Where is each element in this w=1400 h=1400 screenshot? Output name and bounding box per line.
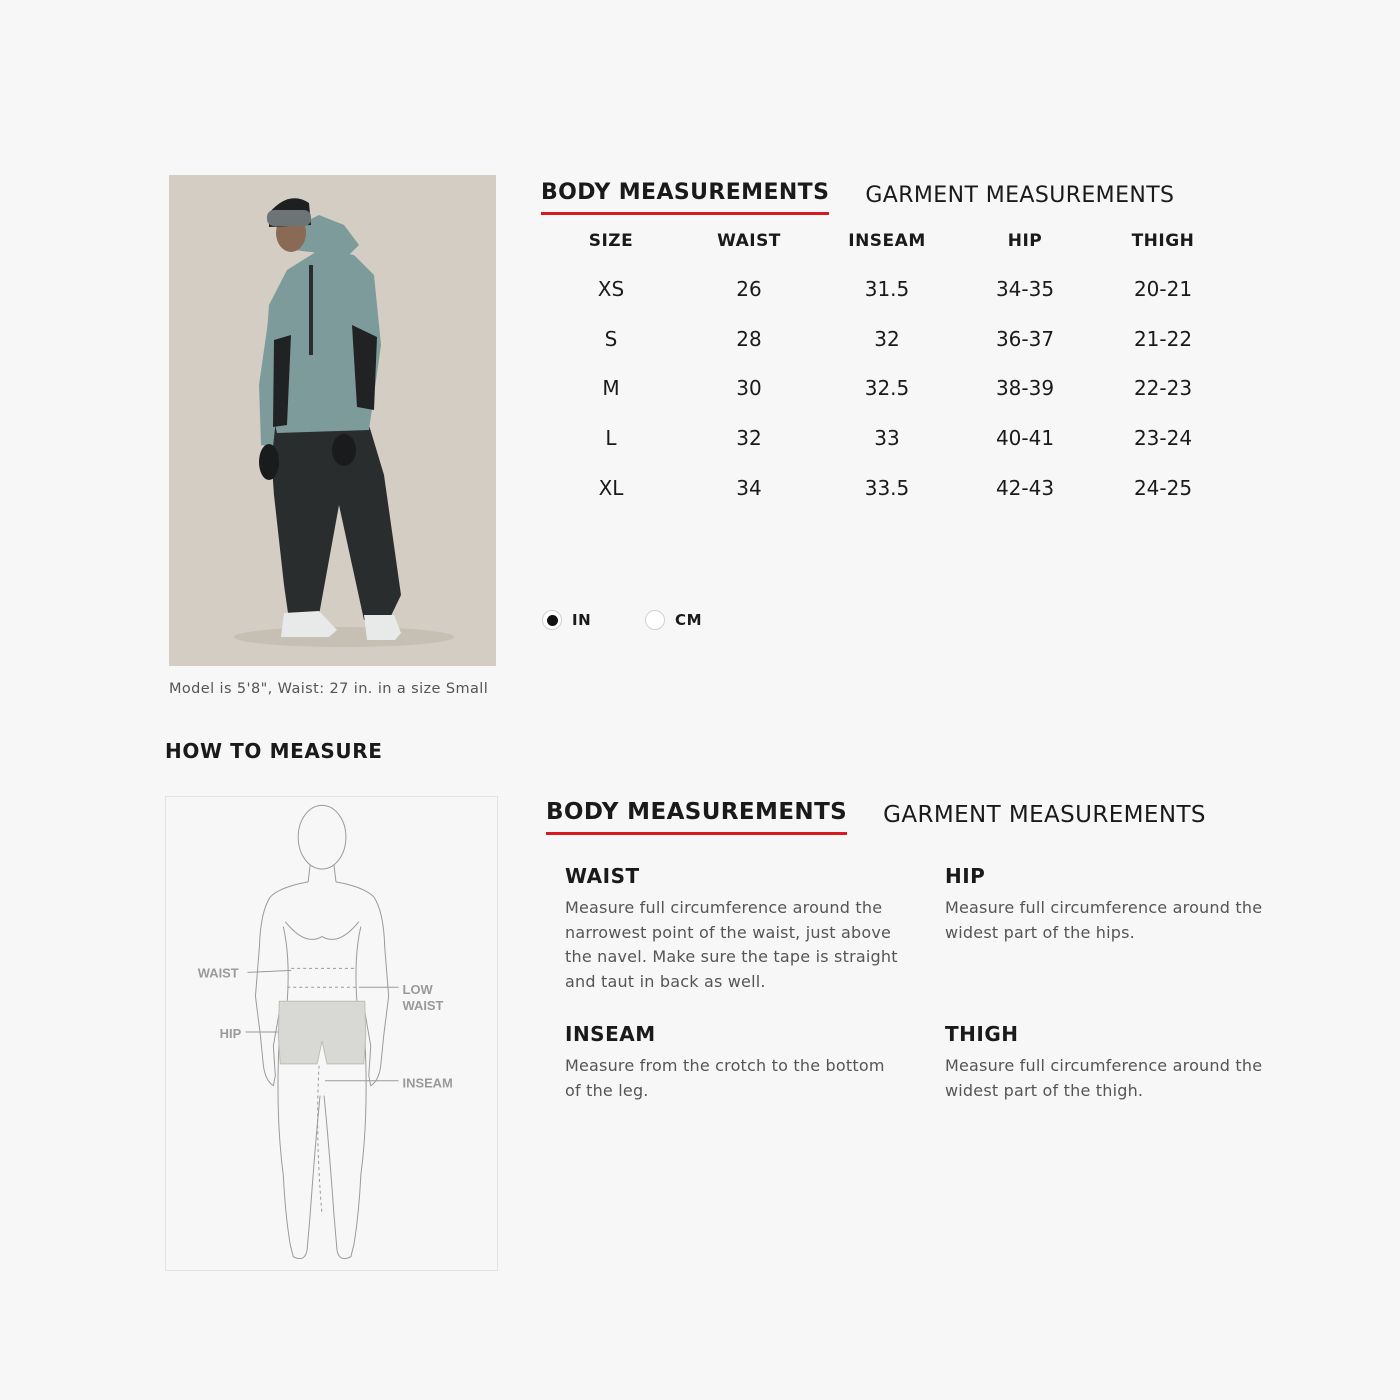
table-cell: 38-39 <box>995 376 1055 401</box>
column-header: HIP <box>1007 231 1043 251</box>
table-cell: 23-24 <box>1133 426 1193 451</box>
measure-inseam-text: Measure from the crotch to the bottom of the leg. <box>565 1056 885 1100</box>
tab-body-measurements[interactable]: BODY MEASUREMENTS <box>541 180 829 215</box>
measure-inseam-title: INSEAM <box>565 1022 656 1046</box>
table-cell: 32.5 <box>864 376 910 401</box>
table-row <box>542 264 1232 314</box>
measure-diagram <box>165 796 498 1271</box>
table-cell: 30 <box>736 376 762 401</box>
measure-hip-title: HIP <box>945 864 986 888</box>
table-cell: 22-23 <box>1133 376 1193 401</box>
how-to-measure-tabs <box>546 799 1206 835</box>
table-cell: 32 <box>874 326 900 351</box>
diagram-label-waist: WAIST <box>197 965 239 981</box>
measure-hip-text: Measure full circumference around the widest part of the hips. <box>945 898 1263 942</box>
table-row <box>542 463 1232 513</box>
diagram-label-inseam: INSEAM <box>402 1075 453 1091</box>
table-cell: 34-35 <box>995 276 1055 301</box>
table-row <box>542 413 1232 463</box>
measure-thigh-text: Measure full circumference around the widest part of the thigh. <box>945 1056 1263 1100</box>
table-row <box>542 364 1232 414</box>
measure-hip <box>945 864 1285 945</box>
column-header: THIGH <box>1131 231 1195 251</box>
tab-garment-measurements[interactable]: GARMENT MEASUREMENTS <box>865 183 1175 208</box>
diagram-label-low: LOW <box>402 982 433 998</box>
diagram-label-hip: HIP <box>219 1025 242 1041</box>
measure-waist-title: WAIST <box>565 864 640 888</box>
column-header: SIZE <box>588 231 634 251</box>
table-cell: 33 <box>874 426 900 451</box>
measure-thigh <box>945 1022 1285 1103</box>
how-to-measure-title: HOW TO MEASURE <box>165 739 383 763</box>
table-cell: 42-43 <box>995 476 1055 501</box>
table-cell: 34 <box>736 476 762 501</box>
unit-label-cm: CM <box>675 611 703 629</box>
size-table <box>542 226 1232 513</box>
table-cell: 32 <box>736 426 762 451</box>
measure-thigh-title: THIGH <box>945 1022 1019 1046</box>
column-header: INSEAM <box>848 231 926 251</box>
measure-waist-text: Measure full circumference around the narrowest point of the waist, just above the navel. Make sure the tape is straight and taut in back as well. <box>565 898 898 991</box>
radio-cm[interactable] <box>645 610 665 630</box>
diagram-label-low-waist: WAIST <box>402 998 444 1014</box>
table-header-row <box>542 226 1232 264</box>
table-cell: S <box>604 326 618 351</box>
table-cell: L <box>605 426 617 451</box>
table-cell: 31.5 <box>864 276 910 301</box>
radio-in[interactable] <box>542 610 562 630</box>
table-cell: M <box>602 376 620 401</box>
tab-garment-measurements-guide[interactable]: GARMENT MEASUREMENTS <box>883 802 1206 828</box>
table-row <box>542 314 1232 364</box>
tab-body-measurements-guide[interactable]: BODY MEASUREMENTS <box>546 799 847 835</box>
table-cell: 28 <box>736 326 762 351</box>
table-cell: XS <box>597 276 625 301</box>
table-cell: 26 <box>736 276 762 301</box>
table-cell: XL <box>598 476 624 501</box>
column-header: WAIST <box>717 231 781 251</box>
table-cell: 21-22 <box>1133 326 1193 351</box>
table-cell: 20-21 <box>1133 276 1193 301</box>
model-photo <box>169 175 496 666</box>
table-cell: 33.5 <box>864 476 910 501</box>
table-cell: 40-41 <box>995 426 1055 451</box>
unit-label-in: IN <box>572 611 592 629</box>
unit-option-in[interactable] <box>542 610 591 630</box>
table-cell: 36-37 <box>995 326 1055 351</box>
model-caption: Model is 5'8", Waist: 27 in. in a size Small <box>169 681 489 697</box>
table-cell: 24-25 <box>1133 476 1193 501</box>
size-chart-tabs <box>541 180 1174 215</box>
measure-inseam <box>565 1022 905 1103</box>
measure-waist <box>565 864 905 994</box>
unit-option-cm[interactable] <box>645 610 702 630</box>
